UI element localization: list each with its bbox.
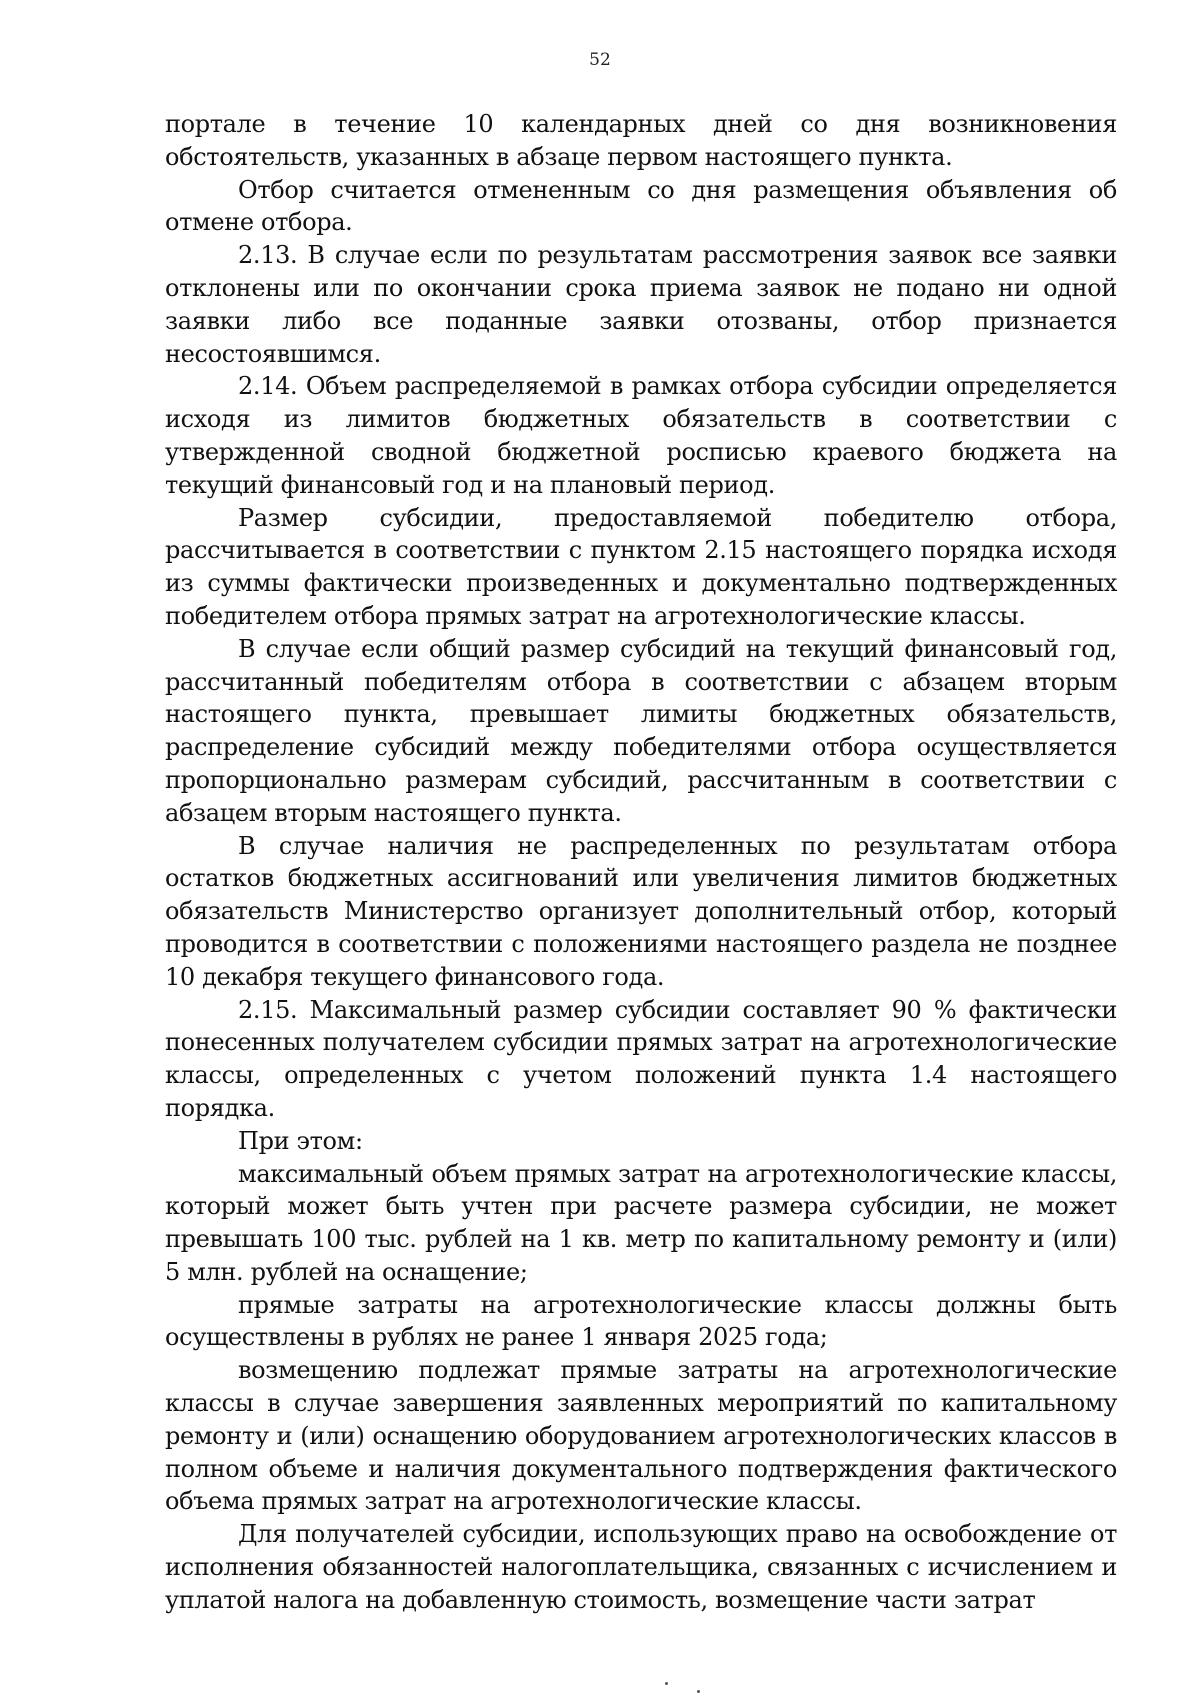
scan-speck — [665, 1682, 668, 1685]
paragraph-9: При этом: — [238, 1126, 363, 1155]
paragraph-7: В случае наличия не распределенных по результатам отбора остатков бюджетных ассигнований или увеличения лимитов бюджетных обязательств Министерство организует дополнительный отбор, который проводится в соответствии с положениями настоящего раздела не позднее 10 декабря текущего финансового года. — [165, 831, 1117, 991]
paragraph-5: Размер субсидии, предоставляемой победителю отбора, рассчитывается в соответствии с пунктом 2.15 настоящего порядка исходя из суммы фактически произведенных и документально подтвержденных победителем отбора прямых затрат на агротехнологические классы. — [165, 503, 1117, 630]
page-number: 52 — [589, 50, 611, 70]
paragraph-11: прямые затраты на агротехнологические классы должны быть осуществлены в рублях не ранее 1 января 2025 года; — [165, 1290, 1117, 1352]
paragraph-12: возмещению подлежат прямые затраты на агротехнологические классы в случае завершения заявленных мероприятий по капитальному ремонту и (или) оснащению оборудованием агротехнологических классов в полном объеме и наличия документального подтверждения фактического объема прямых затрат на агротехнологические классы. — [165, 1356, 1117, 1516]
document-body — [165, 108, 1117, 1617]
paragraph-8: 2.15. Максимальный размер субсидии составляет 90 % фактически понесенных получателем субсидии прямых затрат на агротехнологические классы, определенных с учетом положений пункта 1.4 настоящего порядка. — [165, 995, 1117, 1122]
paragraph-1: порталe в течение 10 календарных дней со дня возникновения обстоятельств, указанных в абзаце первом настоящего пункта. — [165, 110, 1117, 171]
scan-speck — [697, 1690, 700, 1693]
paragraph-4: 2.14. Объем распределяемой в рамках отбора субсидии определяется исходя из лимитов бюджетных обязательств в соответствии с утвержденной сводной бюджетной росписью краевого бюджета на текущий финансовый год и на плановый период. — [165, 372, 1117, 499]
paragraph-2: Отбор считается отмененным со дня размещения объявления об отмене отбора. — [165, 175, 1117, 237]
paragraph-13: Для получателей субсидии, использующих право на освобождение от исполнения обязанностей налогоплательщика, связанных с исчислением и уплатой налога на добавленную стоимость, возмещение части затрат — [165, 1520, 1117, 1614]
paragraph-6: В случае если общий размер субсидий на текущий финансовый год, рассчитанный победителям отбора в соответствии с абзацем вторым настоящего пункта, превышает лимиты бюджетных обязательств, распределение субсидий между победителями отбора осуществляется пропорционально размерам субсидий, рассчитанным в соответствии с абзацем вторым настоящего пункта. — [165, 634, 1117, 827]
paragraph-10: максимальный объем прямых затрат на агротехнологические классы, который может быть учтен при расчете размера субсидии, не может превышать 100 тыс. рублей на 1 кв. метр по капитальному ремонту и (или) 5 млн. рублей на оснащение; — [165, 1159, 1117, 1286]
paragraph-3: 2.13. В случае если по результатам рассмотрения заявок все заявки отклонены или по окончании срока приема заявок не подано ни одной заявки либо все поданные заявки отозваны, отбор признается несостоявшимся. — [165, 241, 1117, 368]
